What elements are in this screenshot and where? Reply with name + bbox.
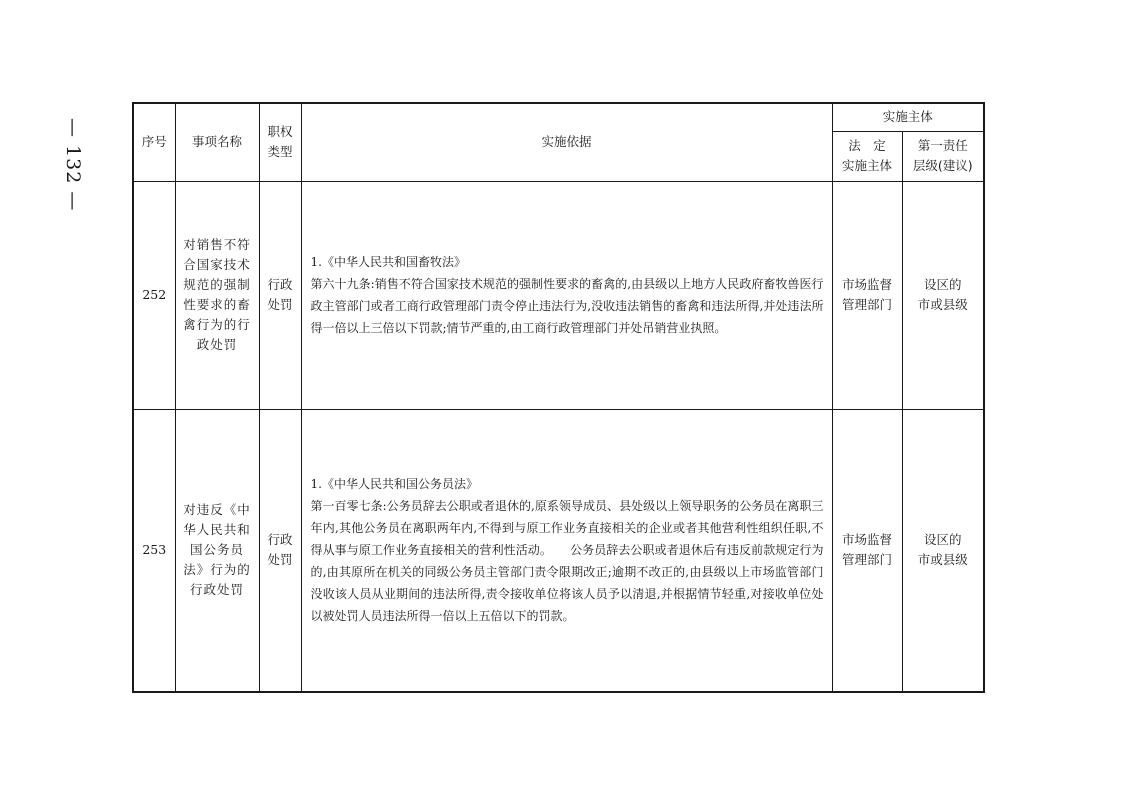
header-legal-subject [832, 131, 902, 181]
row-basis [301, 409, 832, 692]
administrative-matters-table [132, 102, 985, 693]
row-legal-subject [832, 181, 902, 409]
row-type-line2: 处罚 [267, 552, 293, 568]
row-type [259, 409, 301, 692]
row-basis-title: 1.《中华人民共和国畜牧法》 [310, 255, 466, 269]
row-responsibility-level [902, 409, 984, 692]
row-basis-text: 第六十九条:销售不符合国家技术规范的强制性要求的畜禽的,由县级以上地方人民政府畜牧兽医行政主管部门或者工商行政管理部门责令停止违法行为,没收违法销售的畜禽和违法所得,并处违法所得一倍以上三倍以下罚款;情节严重的,由工商行政管理部门并处吊销营业执照。 [310, 277, 824, 335]
row-level-line1: 设区的 [924, 277, 962, 292]
row-level-line1: 设区的 [924, 532, 962, 548]
row-seq: 253 [133, 409, 175, 692]
header-legal-line1: 法 定 [848, 138, 886, 153]
row-basis-title: 1.《中华人民共和国公务员法》 [310, 477, 478, 492]
page-number: — 132 — [62, 118, 84, 212]
row-type [259, 181, 301, 409]
table-row [133, 181, 984, 409]
row-basis [301, 181, 832, 409]
row-type-line2: 处罚 [267, 297, 293, 312]
header-level-line2: 层级(建议) [912, 158, 973, 173]
row-type-line1: 行政 [267, 277, 293, 292]
row-legal-line1: 市场监督 [841, 277, 892, 292]
row-seq: 252 [133, 181, 175, 409]
header-type-line2: 类型 [267, 144, 293, 160]
row-legal-line1: 市场监督 [841, 532, 892, 548]
table-row [133, 409, 984, 692]
header-type [259, 103, 301, 181]
row-level-line2: 市或县级 [917, 297, 968, 312]
header-basis: 实施依据 [301, 103, 832, 181]
header-name: 事项名称 [175, 103, 259, 181]
row-legal-subject [832, 409, 902, 692]
row-legal-line2: 管理部门 [841, 297, 892, 312]
header-responsibility-level [902, 131, 984, 181]
row-basis-text: 第一百零七条:公务员辞去公职或者退休的,原系领导成员、县处级以上领导职务的公务员在离职三年内,其他公务员在离职两年内,不得到与原工作业务直接相关的企业或者其他营利性组织任职,不得从事与原工作业务直接相关的营利性活动。 公务员辞去公职或者退休后有违反前款规定行为的,由其原所在机关的同级公务员主管部门责令限期改正;逾期不改正的,由县级以上市场监管部门没收该人员从业期间的违法所得,责令接收单位将该人员予以清退,并根据情节轻重,对接收单位处以被处罚人员违法所得一倍以上五倍以下的罚款。 [310, 499, 824, 624]
row-responsibility-level [902, 181, 984, 409]
row-name: 对违反《中华人民共和国公务员法》行为的行政处罚 [175, 409, 259, 692]
header-seq: 序号 [133, 103, 175, 181]
header-row-top [133, 103, 984, 131]
header-legal-line2: 实施主体 [841, 158, 892, 173]
row-level-line2: 市或县级 [917, 552, 968, 568]
header-level-line1: 第一责任 [917, 138, 968, 153]
row-type-line1: 行政 [267, 532, 293, 548]
row-legal-line2: 管理部门 [841, 552, 892, 568]
row-name: 对销售不符合国家技术规范的强制性要求的畜禽行为的行政处罚 [175, 181, 259, 409]
header-type-line1: 职权 [267, 124, 293, 140]
header-subject-group: 实施主体 [832, 103, 984, 131]
